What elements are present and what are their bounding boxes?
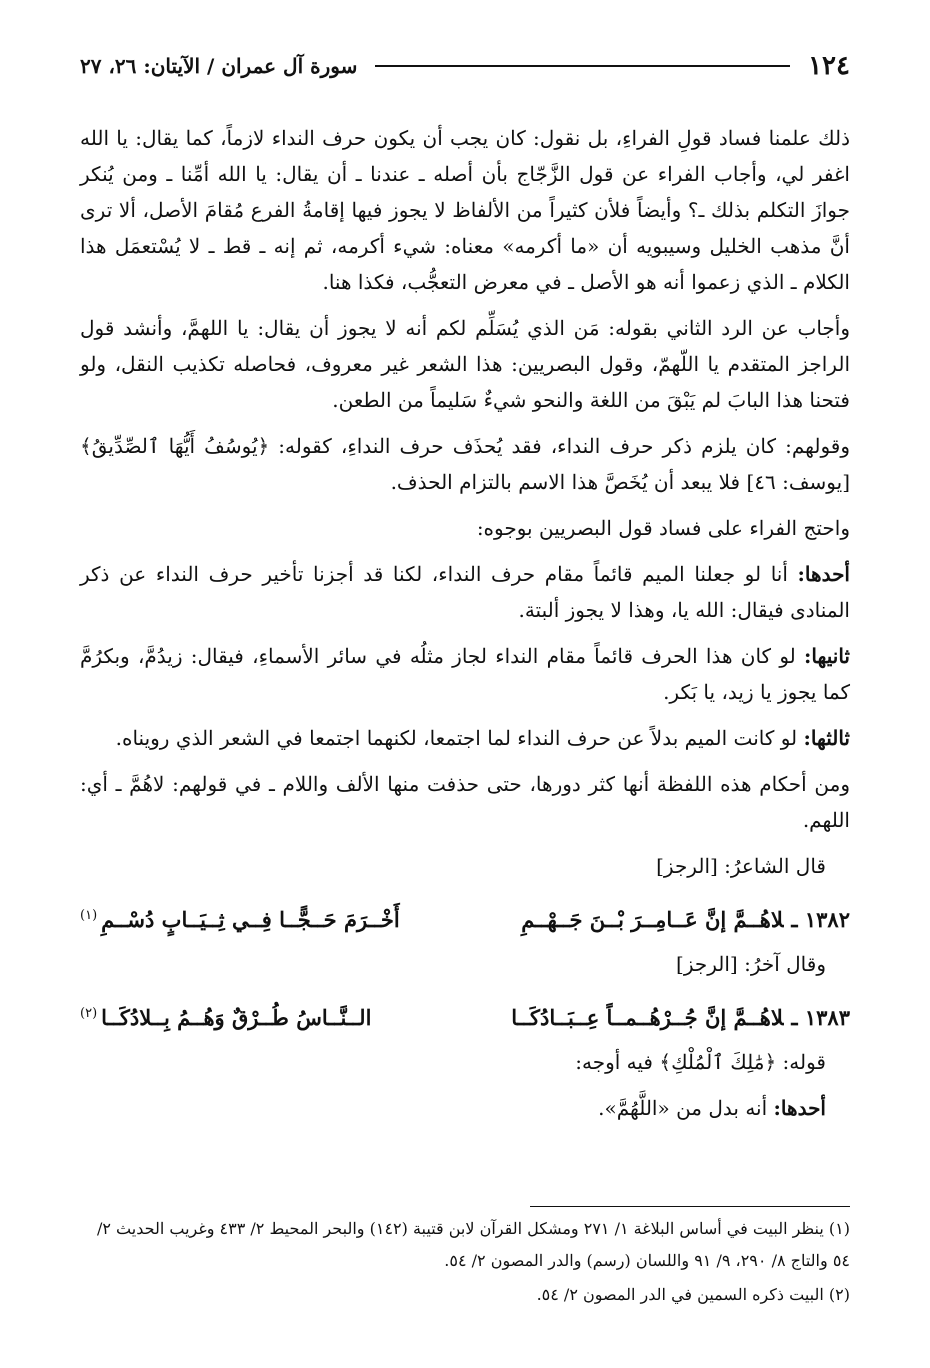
paragraph-1: ذلك علمنا فساد قولِ الفراءِ، بل نقول: كان يجب أن يكون حرف النداء لازماً، كما يقال: يا الله اغفر لي، وأجاب الفراء عن قول الزَّجّاج بأن أصله ـ عندنا ـ أن يقال: يا الله أمِّنا ـ ومن يُنكر جوازَ التكلم بذلك ـ؟ وأيضاً فلأن كثيراً من الألفاظ لا يجوز فيها إقامةُ الفرع مُقامَ الأصل، ألا ترى أنَّ مذهب الخليل وسيبويه أن «ما أكرمه» معناه: شيء أكرمه، ثم إنه ـ قط ـ لا يُسْتعمَل هذا الكلام ـ الذي زعموا أنه هو الأصل ـ في معرض التعجُّب، فكذا هنا.: [80, 126, 850, 294]
page-header: [80, 46, 850, 86]
verse-number: ١٣٨٢ ـ: [791, 907, 850, 932]
running-title: سورة آل عمران / الآيتان: ٢٦، ٢٧: [80, 54, 358, 78]
point-label: أحدها:: [773, 1096, 826, 1120]
footnote-1: (١) ينظر البيت في أساس البلاغة ١/ ٢٧١ ومشكل القرآن لابن قتيبة (١٤٢) والبحر المحيط ٢/ ٤٣٣ وغريب الحديث ٢/ ٥٤ والتاج ٨/ ٢٩٠، ٩/ ٩١ واللسان (رسم) والدر المصون ٢/ ٥٤.: [96, 1219, 850, 1270]
verse-second-hemistich: الــنَّــاسُ طُــرْقٌ وَهُــمُ بِــلادُكَــا$^{(٢)}$: [80, 1005, 372, 1030]
point-text: أنه بدل من «اللَّهُمَّ».: [598, 1096, 774, 1120]
point-label: ثانيها:: [804, 644, 850, 668]
main-text: [80, 120, 850, 1136]
page-number: ١٢٤: [808, 51, 850, 81]
point-text: لو كان هذا الحرف قائماً مقام النداء لجاز مثلُه في سائر الأسماءِ، فيقال: زيدُمَّ، وبكرُمَّ كما يجوز يا زيد، يا بَكر.: [80, 644, 850, 704]
paragraph-7: [80, 720, 850, 756]
paragraph-2: وأجاب عن الرد الثاني بقوله: مَن الذي يُسَلِّم لكم أنه لا يجوز أن يقال: يا اللهمَّ، وأنشد قول الراجز المتقدم يا اللّهمّ، وقول البصريين: هذا الشعر غير معروف، فحاصله تكذيب النقل، ولو فتحنا هذا البابَ لم يَبْقَ من اللغة والنحو شيءٌ سَليماً من الطعن.: [80, 316, 850, 412]
paragraph-10: [80, 1090, 850, 1126]
point-text: أنا لو جعلنا الميم قائماً مقام حرف النداء، لكنا قد أجزنا تأخير حرف النداء عن ذكر المنادى فيقال: الله يا، وهذا لا يجوز ألبتة.: [80, 562, 850, 622]
paragraph-4: واحتج الفراء على فساد قول البصريين بوجوه:: [476, 516, 850, 540]
paragraph-9: قوله: ﴿مَٰلِكَ ٱلْمُلْكِ﴾ فيه أوجه:: [575, 1050, 826, 1074]
paragraph-8: ومن أحكام هذه اللفظة أنها كثر دورها، حتى حذفت منها الألف واللام ـ في قولهم: لاهُمَّ ـ أي: اللهم.: [80, 772, 850, 832]
verse-number: ١٣٨٣ ـ: [791, 1005, 850, 1030]
poet-intro-2: وقال آخرُ: [الرجز]: [676, 952, 826, 976]
verse-first-hemistich: ١٣٨٣ ـلاهُــمَّ إنَّ جُــرْهُــمــاً عِــبَــادُكَــا: [511, 1005, 850, 1030]
footnote-rule: [530, 1206, 850, 1207]
footnote-marker: (٢): [80, 1006, 98, 1021]
footnote-marker: (١): [80, 908, 98, 923]
header-rule: [375, 65, 790, 67]
point-label: أحدها:: [797, 562, 850, 586]
footnote-2: (٢) البيت ذكره السمين في الدر المصون ٢/ ٥٤.: [536, 1285, 850, 1304]
verse-1383: [80, 992, 850, 1040]
point-label: ثالثها:: [803, 726, 850, 750]
footnotes: [80, 1206, 850, 1313]
verse-1382: [80, 894, 850, 942]
paragraph-5: [80, 556, 850, 628]
verse-first-hemistich: ١٣٨٢ ـلاهُــمَّ إنَّ عَــامِــرَ بْــنَ جَــهْــمِ: [521, 907, 850, 932]
paragraph-3: وقولهم: كان يلزم ذكر حرف النداء، فقد يُحذَف حرف النداءِ، كقوله: ﴿يُوسُفُ أَيُّهَا ٱلصِّدِّيقُ﴾ [يوسف: ٤٦] فلا يبعد أن يُخَصَّ هذا الاسم بالتزام الحذف.: [80, 434, 850, 494]
verse-second-hemistich: أَخْــرَمَ حَــجًّــا فِــي ثِــيَــابٍ دُسْــمِ$^{(١)}$: [80, 907, 400, 932]
point-text: لو كانت الميم بدلاً عن حرف النداء لما اجتمعا، لكنهما اجتمعا في الشعر الذي رويناه.: [115, 726, 804, 750]
paragraph-6: [80, 638, 850, 710]
poet-intro-1: قال الشاعرُ: [الرجز]: [656, 854, 826, 878]
